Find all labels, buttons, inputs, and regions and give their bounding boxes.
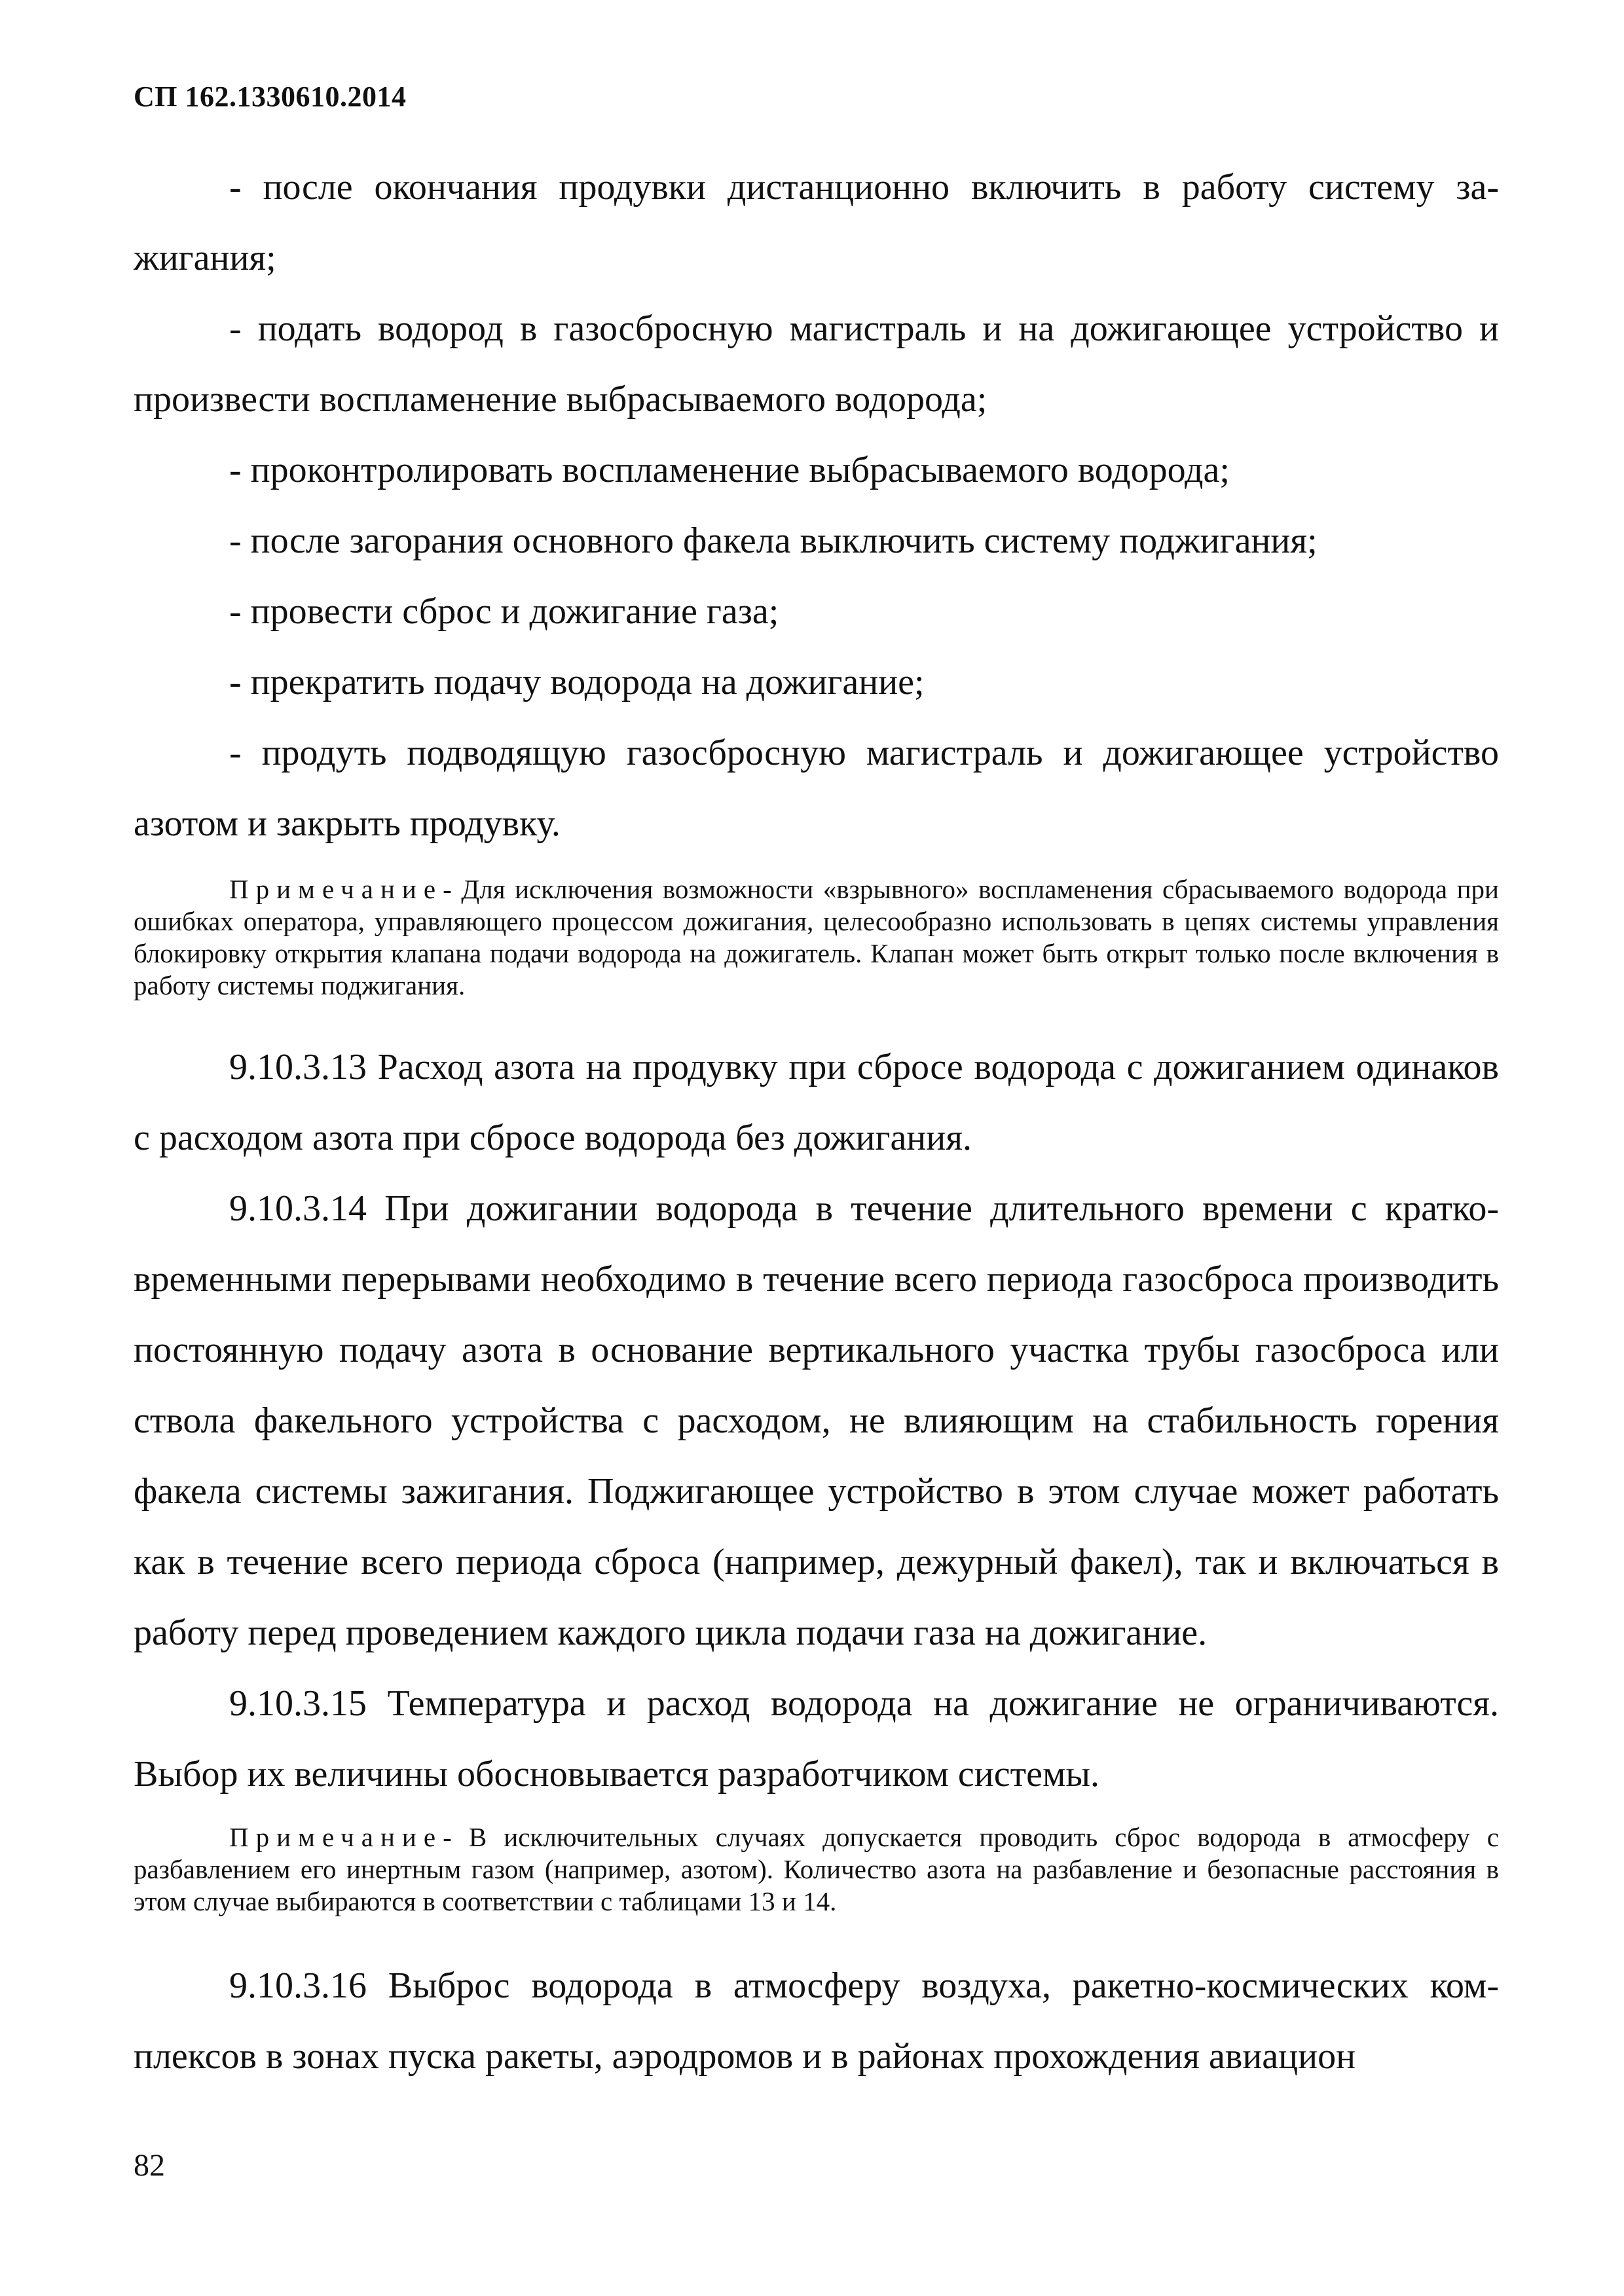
list-item-check-ignition: - проконтролировать воспламенение выбрасываемого водорода;	[229, 450, 1230, 490]
clause-9-10-3-14: 9.10.3.14 При дожигании водорода в течение длительного времени с кратковременными перерывами необходимо в течение всего периода газосброса производить постоянную подачу азота в основание вертикального участка трубы газосброса или ствола факельного устройства с расходом, не влияющим на стабильность горения факела системы зажигания. Поджигающее устройство в этом случае может работать как в течение всего периода сброса (например, дежурный факел), так и включаться в работу перед проведением каждого цикла подачи газа на дожигание.	[134, 1188, 1499, 1653]
note-interlock	[134, 873, 1499, 1002]
list-item-feed-hydrogen: - подать водород в газосбросную магистраль и на дожигающее устройство и произвести воспламенение выбрасываемого водорода;	[134, 308, 1499, 420]
list-item-discharge: - провести сброс и дожигание газа;	[229, 591, 779, 632]
clause-9-10-3-13: 9.10.3.13 Расход азота на продувку при сбросе водорода с дожиганием одинаков с расходом азота при сбросе водорода без дожигания.	[134, 1047, 1499, 1158]
note-label: Примечание	[229, 874, 443, 904]
note-label: Примечание	[229, 1822, 443, 1852]
note-text: В исключительных случаях допускается проводить сброс водорода в атмосферу с разбавлением его инертным газом (например, азотом). Количество азота на разбавление и безопасные расстояния в этом случае выбираются в соответствии с таблицами 13 и 14.	[134, 1822, 1499, 1916]
page-number: 82	[134, 2148, 165, 2183]
list-item-ignition-on: - после окончания продувки дистанционно включить в работу систему зажигания;	[134, 167, 1499, 278]
document-code: СП 162.1330610.2014	[134, 81, 407, 113]
note-dash: -	[443, 874, 462, 904]
list-item-purge-nitrogen: - продуть подводящую газосбросную магистраль и дожигающее устройство азотом и закрыть продувку.	[134, 733, 1499, 844]
page-body	[134, 152, 1499, 2092]
note-text: Для исключения возможности «взрывного» воспламенения сбрасываемого водорода при ошибках оператора, управляющего процессом дожигания, целесообразно использовать в цепях системы управления блокировку открытия клапана подачи водорода на дожигатель. Клапан может быть открыт только после включения в работу системы поджигания.	[134, 874, 1499, 1000]
list-item-switch-off-igniter: - после загорания основного факела выключить систему поджигания;	[229, 520, 1318, 561]
clause-9-10-3-16: 9.10.3.16 Выброс водорода в атмосферу воздуха, ракетно-космических комплексов в зонах пуска ракеты, аэродромов и в районах прохождения авиацион	[134, 1965, 1499, 2077]
note-dilution	[134, 1821, 1499, 1918]
list-item-stop-feed: - прекратить подачу водорода на дожигание;	[229, 662, 925, 702]
clause-9-10-3-15: 9.10.3.15 Температура и расход водорода на дожигание не ограничиваются. Выбор их величины обосновывается разработчиком системы.	[134, 1683, 1499, 1795]
note-dash: -	[443, 1822, 469, 1852]
